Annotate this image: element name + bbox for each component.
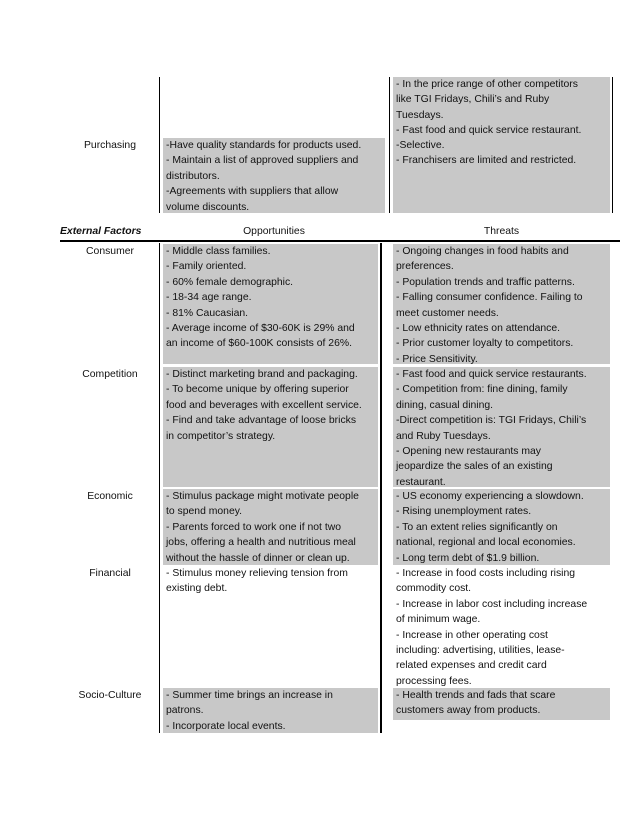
text-line: - To an extent relies significantly on bbox=[396, 521, 558, 533]
text-line: Tuesdays. bbox=[396, 109, 444, 121]
column-divider bbox=[380, 243, 382, 733]
text-line: - Fast food and quick service restaurants. bbox=[396, 369, 587, 380]
text-line: in competitor’s strategy. bbox=[166, 430, 276, 442]
text-line: patrons. bbox=[166, 705, 204, 717]
row-label-competition: Competition bbox=[82, 369, 138, 380]
socio-culture-threats bbox=[393, 688, 610, 720]
text-line: to spend money. bbox=[166, 506, 243, 518]
text-line: - Average income of $30-60K is 29% and bbox=[166, 323, 355, 335]
row-label-socio-culture: Socio-Culture bbox=[78, 690, 142, 701]
text-line: - Long term debt of $1.9 billion. bbox=[396, 552, 540, 564]
text-line: existing debt. bbox=[166, 583, 228, 595]
text-line: -Direct competition is: TGI Fridays, Chili’s bbox=[396, 415, 587, 427]
text-line: - Low ethnicity rates on attendance. bbox=[396, 323, 561, 335]
text-line: - Incorporate local events. bbox=[166, 720, 286, 732]
text-line: - Prior customer loyalty to competitors. bbox=[396, 338, 574, 350]
text-line: - Competition from: fine dining, family bbox=[396, 384, 568, 396]
column-divider bbox=[612, 77, 613, 213]
threats-heading: Threats bbox=[483, 226, 520, 237]
row-label-economic: Economic bbox=[87, 491, 133, 502]
column-divider bbox=[389, 77, 390, 213]
text-line: - Increase in food costs including rising bbox=[396, 568, 576, 579]
text-line: - Find and take advantage of loose bricks bbox=[166, 415, 357, 427]
competition-threats bbox=[393, 367, 610, 487]
text-line: of minimum wage. bbox=[396, 614, 481, 626]
text-line: restaurant. bbox=[396, 476, 446, 488]
text-line: - Opening new restaurants may bbox=[396, 446, 541, 458]
text-line: - Maintain a list of approved suppliers and bbox=[166, 155, 359, 167]
text-line: distributors. bbox=[166, 170, 220, 182]
text-line: - 18-34 age range. bbox=[166, 292, 252, 304]
column-divider bbox=[159, 77, 160, 213]
column-divider bbox=[159, 243, 160, 733]
text-line: -Agreements with suppliers that allow bbox=[166, 186, 339, 198]
competition-opportunities bbox=[163, 367, 378, 487]
purchasing-label: Purchasing bbox=[84, 140, 136, 151]
text-line: - Falling consumer confidence. Failing to bbox=[396, 292, 583, 304]
text-line: - Increase in other operating cost bbox=[396, 629, 548, 641]
text-line: preferences. bbox=[396, 261, 454, 273]
text-line: - US economy experiencing a slowdown. bbox=[396, 491, 584, 502]
row-label-financial: Financial bbox=[89, 568, 131, 579]
text-line: - Franchisers are limited and restricted. bbox=[396, 155, 577, 167]
text-line: an income of $60-100K consists of 26%. bbox=[166, 338, 352, 350]
text-line: like TGI Fridays, Chili’s and Ruby bbox=[396, 94, 550, 106]
text-line: and Ruby Tuesdays. bbox=[396, 430, 491, 442]
opportunities-heading: Opportunities bbox=[243, 226, 305, 237]
text-line: - In the price range of other competitors bbox=[396, 79, 578, 90]
text-line: - Middle class families. bbox=[166, 246, 271, 257]
purchasing-threats-continued bbox=[393, 77, 610, 138]
text-line: - Health trends and fads that scare bbox=[396, 690, 556, 701]
text-line: - Stimulus package might motivate people bbox=[166, 491, 359, 502]
text-line: meet customer needs. bbox=[396, 307, 499, 319]
text-line: - Parents forced to work one if not two bbox=[166, 521, 341, 533]
text-line: -Selective. bbox=[396, 140, 445, 151]
purchasing-col2 bbox=[393, 138, 610, 213]
text-line: national, regional and local economies. bbox=[396, 537, 576, 549]
text-line: - Price Sensitivity. bbox=[396, 353, 478, 365]
text-line: without the hassle of dinner or clean up. bbox=[166, 552, 350, 564]
economic-opportunities bbox=[163, 489, 378, 565]
text-line: -Have quality standards for products used. bbox=[166, 140, 362, 151]
text-line: related expenses and credit card bbox=[396, 660, 547, 672]
text-line: dining, casual dining. bbox=[396, 399, 494, 411]
text-line: food and beverages with excellent service. bbox=[166, 399, 362, 411]
text-line: - Rising unemployment rates. bbox=[396, 506, 532, 518]
text-line: - To become unique by offering superior bbox=[166, 384, 349, 396]
row-label-consumer: Consumer bbox=[86, 246, 134, 257]
purchasing-col1 bbox=[163, 138, 385, 213]
consumer-opportunities bbox=[163, 244, 378, 364]
text-line: - Summer time brings an increase in bbox=[166, 690, 333, 701]
text-line: - 81% Caucasian. bbox=[166, 307, 249, 319]
economic-threats bbox=[393, 489, 610, 565]
text-line: volume discounts. bbox=[166, 201, 250, 213]
text-line: - Family oriented. bbox=[166, 261, 247, 273]
text-line: jobs, offering a health and nutritious meal bbox=[166, 537, 356, 549]
consumer-threats bbox=[393, 244, 610, 364]
financial-threats bbox=[393, 566, 610, 689]
text-line: - Stimulus money relieving tension from bbox=[166, 568, 348, 579]
text-line: - 60% female demographic. bbox=[166, 276, 294, 288]
text-line: - Population trends and traffic patterns. bbox=[396, 276, 575, 288]
text-line: processing fees. bbox=[396, 675, 472, 687]
financial-opportunities bbox=[163, 566, 378, 597]
socio-culture-opportunities bbox=[163, 688, 378, 733]
text-line: - Fast food and quick service restaurant. bbox=[396, 125, 582, 137]
text-line: - Increase in labor cost including increase bbox=[396, 598, 588, 610]
text-line: including: advertising, utilities, lease- bbox=[396, 645, 565, 657]
header-rule bbox=[60, 240, 620, 242]
text-line: commodity cost. bbox=[396, 583, 472, 595]
external-factors-heading: External Factors bbox=[60, 226, 142, 237]
text-line: - Distinct marketing brand and packaging. bbox=[166, 369, 358, 380]
text-line: - Ongoing changes in food habits and bbox=[396, 246, 569, 257]
text-line: jeopardize the sales of an existing bbox=[396, 461, 553, 473]
text-line: customers away from products. bbox=[396, 705, 541, 717]
